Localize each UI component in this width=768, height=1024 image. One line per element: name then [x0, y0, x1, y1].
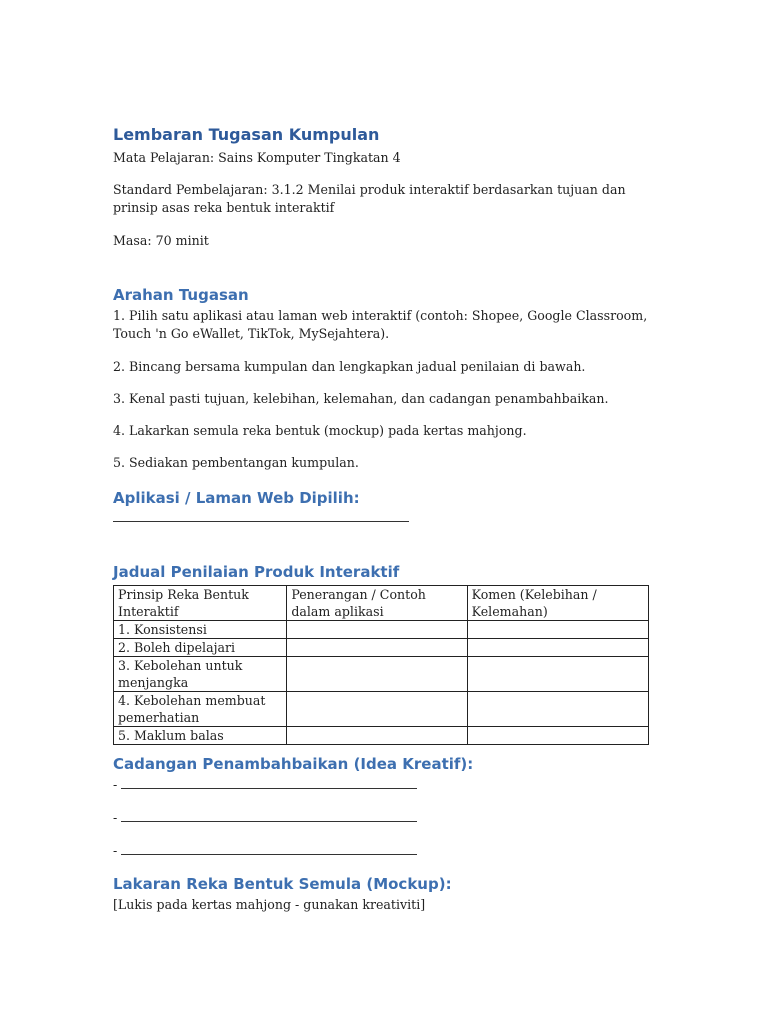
table-row	[114, 657, 649, 692]
column-header-principle: Prinsip Reka Bentuk Interaktif	[114, 586, 287, 621]
instruction-item-2: 2. Bincang bersama kumpulan dan lengkapkan jadual penilaian di bawah.	[113, 359, 586, 374]
explanation-cell[interactable]	[287, 727, 467, 745]
subject-line: Mata Pelajaran: Sains Komputer Tingkatan 4	[113, 150, 401, 165]
column-header-comment: Komen (Kelebihan / Kelemahan)	[467, 586, 648, 621]
table-header-row	[114, 586, 649, 621]
answer-underline	[113, 509, 409, 522]
learning-standard: Standard Pembelajaran: 3.1.2 Menilai produk interaktif berdasarkan tujuan dan prinsip asas reka bentuk interaktif	[113, 182, 626, 215]
improvements-heading: Cadangan Penambahbaikan (Idea Kreatif):	[113, 755, 474, 773]
document-title: Lembaran Tugasan Kumpulan	[113, 125, 380, 144]
bullet-dash: -	[113, 843, 118, 858]
comment-cell[interactable]	[467, 692, 648, 727]
answer-underline	[121, 809, 417, 822]
selected-app-blank[interactable]	[113, 509, 409, 527]
explanation-cell[interactable]	[287, 621, 467, 639]
bullet-dash: -	[113, 777, 118, 792]
comment-cell[interactable]	[467, 639, 648, 657]
improvement-blank-2[interactable]	[113, 809, 417, 827]
improvement-blank-1[interactable]	[113, 776, 417, 794]
principle-cell: 3. Kebolehan untuk menjangka	[114, 657, 287, 692]
principle-cell: 5. Maklum balas	[114, 727, 287, 745]
answer-underline	[121, 776, 417, 789]
principle-cell: 4. Kebolehan membuat pemerhatian	[114, 692, 287, 727]
instruction-item-1: 1. Pilih satu aplikasi atau laman web interaktif (contoh: Shopee, Google Classroom, Touch 'n Go eWallet, TikTok, MySejahtera).	[113, 308, 648, 341]
comment-cell[interactable]	[467, 657, 648, 692]
selected-app-heading: Aplikasi / Laman Web Dipilih:	[113, 489, 360, 507]
comment-cell[interactable]	[467, 621, 648, 639]
answer-underline	[121, 842, 417, 855]
principle-cell: 1. Konsistensi	[114, 621, 287, 639]
instruction-item-5: 5. Sediakan pembentangan kumpulan.	[113, 455, 359, 470]
table-row	[114, 621, 649, 639]
improvement-blank-3[interactable]	[113, 842, 417, 860]
instruction-item-4: 4. Lakarkan semula reka bentuk (mockup) pada kertas mahjong.	[113, 423, 527, 438]
bullet-dash: -	[113, 810, 118, 825]
explanation-cell[interactable]	[287, 639, 467, 657]
duration-line: Masa: 70 minit	[113, 233, 209, 248]
instruction-item-3: 3. Kenal pasti tujuan, kelebihan, kelemahan, dan cadangan penambahbaikan.	[113, 391, 609, 406]
mockup-note: [Lukis pada kertas mahjong - gunakan kreativiti]	[113, 897, 426, 912]
instructions-heading: Arahan Tugasan	[113, 286, 249, 304]
table-row	[114, 727, 649, 745]
principle-cell: 2. Boleh dipelajari	[114, 639, 287, 657]
table-row	[114, 692, 649, 727]
explanation-cell[interactable]	[287, 657, 467, 692]
column-header-explanation: Penerangan / Contoh dalam aplikasi	[287, 586, 467, 621]
table-row	[114, 639, 649, 657]
explanation-cell[interactable]	[287, 692, 467, 727]
comment-cell[interactable]	[467, 727, 648, 745]
mockup-heading: Lakaran Reka Bentuk Semula (Mockup):	[113, 875, 452, 893]
assessment-table	[113, 585, 649, 745]
assessment-table-heading: Jadual Penilaian Produk Interaktif	[113, 563, 400, 581]
